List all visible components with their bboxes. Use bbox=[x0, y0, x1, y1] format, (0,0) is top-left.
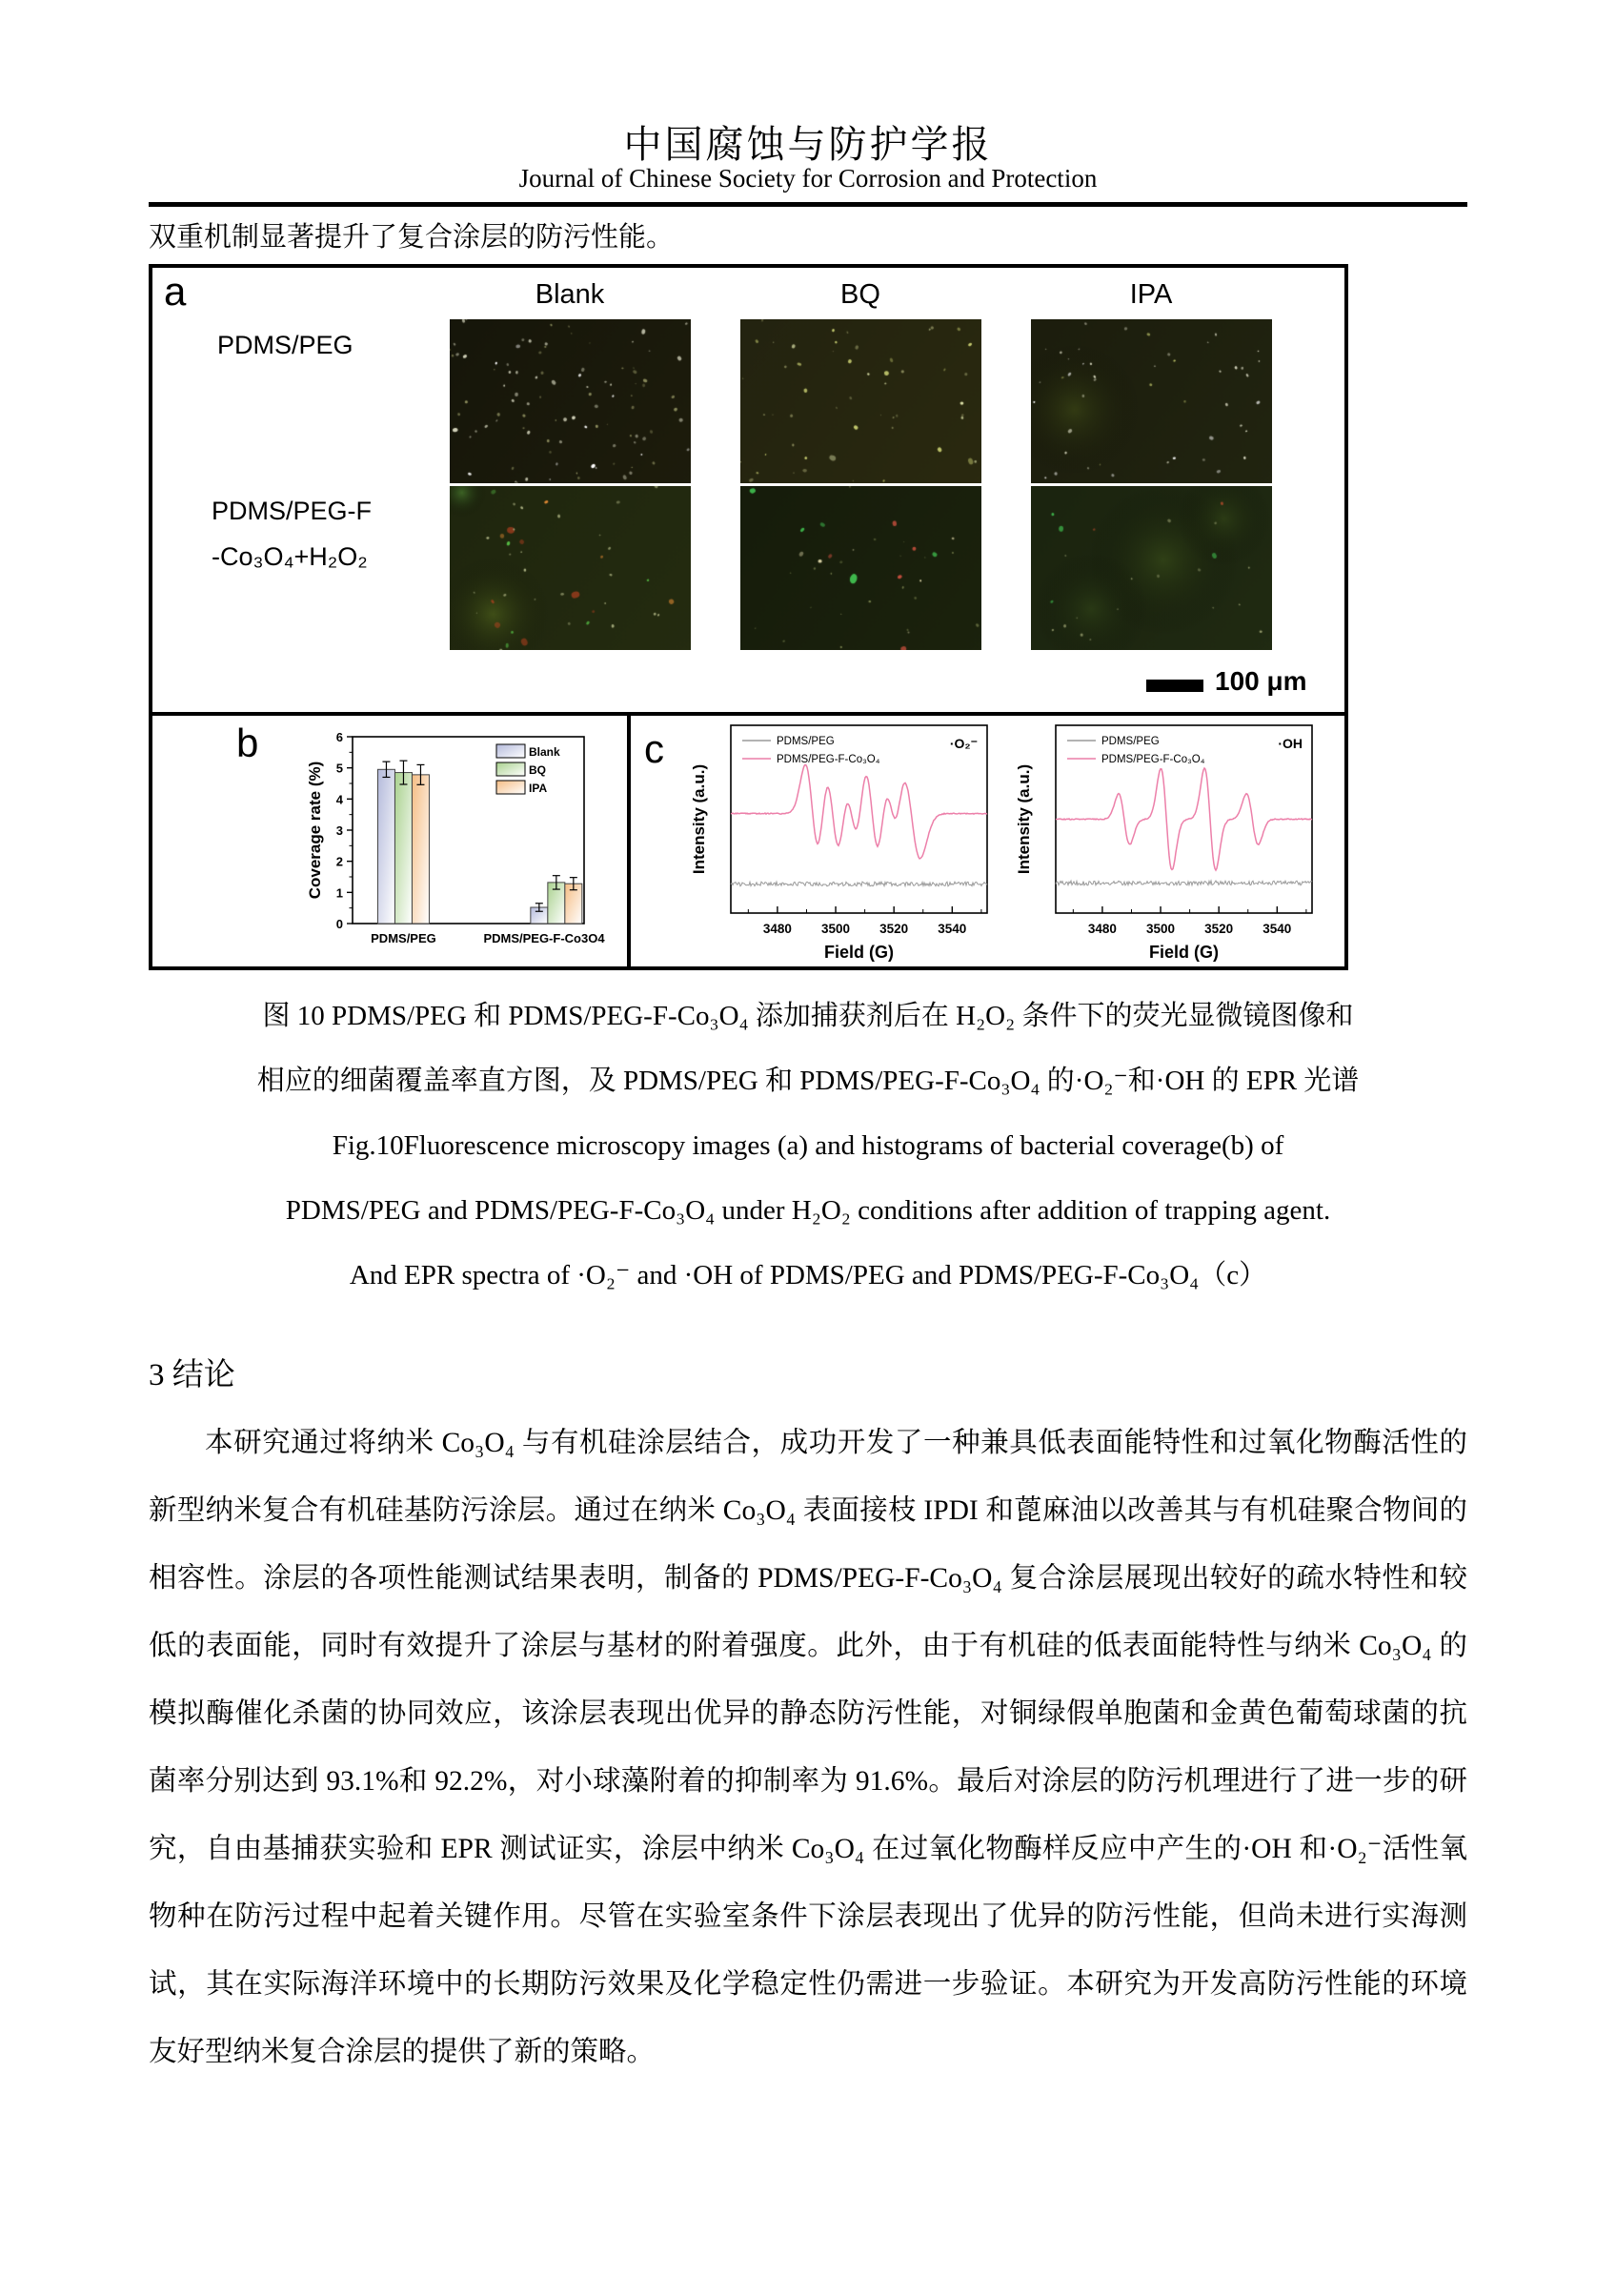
legend-label: PDMS/PEG-F-Co₃O₄ bbox=[777, 754, 880, 765]
legend-swatch-bq bbox=[496, 762, 525, 776]
y-tick-label: 3 bbox=[335, 823, 343, 838]
curve-composite bbox=[1056, 768, 1312, 870]
column-header-ipa: IPA bbox=[1129, 279, 1173, 310]
caption-line-zh-2: 相应的细菌覆盖率直方图，及 PDMS/PEG 和 PDMS/PEG-F-Co₃O₄ 的·O₂⁻和·OH 的 EPR 光谱 bbox=[256, 1066, 1360, 1096]
x-tick-label: 3520 bbox=[1204, 922, 1234, 936]
row-label-pdms-peg-f-line2: -Co₃O₄+H₂O₂ bbox=[212, 542, 368, 571]
journal-title-zh: 中国腐蚀与防护学报 bbox=[623, 123, 993, 166]
legend-label: PDMS/PEG bbox=[777, 736, 835, 747]
radical-annotation: ·O₂⁻ bbox=[949, 736, 978, 751]
conclusion-heading: 3 结论 bbox=[149, 1358, 235, 1392]
micrograph-pdms-peg-f-blank bbox=[450, 486, 691, 650]
x-tick-label: 3480 bbox=[1087, 922, 1117, 936]
bar-bq-0 bbox=[394, 773, 412, 924]
y-tick-label: 1 bbox=[335, 885, 343, 901]
x-tick-label: 3480 bbox=[762, 922, 792, 936]
header-rule bbox=[149, 202, 1467, 207]
curve-pdms-peg bbox=[1056, 881, 1312, 885]
row-label-pdms-peg: PDMS/PEG bbox=[217, 331, 354, 359]
x-category-label: PDMS/PEG-F-Co3O4 bbox=[483, 931, 605, 945]
x-tick-label: 3540 bbox=[1262, 922, 1292, 936]
bar-ipa-0 bbox=[412, 775, 429, 924]
caption-line-zh-1: 图 10 PDMS/PEG 和 PDMS/PEG-F-Co₃O₄ 添加捕获剂后在 H₂O₂ 条件下的荧光显微镜图像和 bbox=[262, 1001, 1354, 1031]
caption-line-en-1: Fig.10Fluorescence microscopy images (a) and histograms of bacterial coverage(b) of bbox=[332, 1130, 1284, 1161]
curve-pdms-peg bbox=[731, 882, 987, 886]
micrograph-pdms-peg-ipa bbox=[1031, 319, 1272, 483]
legend-swatch-ipa bbox=[496, 781, 525, 794]
legend-swatch-blank bbox=[496, 744, 525, 758]
conclusion-paragraph: 本研究通过将纳米 Co₃O₄ 与有机硅涂层结合，成功开发了一种兼具低表面能特性和过氧化物酶活性的新型纳米复合有机硅基防污涂层。通过在纳米 Co₃O₄ 表面接枝 IPDI 和蓖麻油以改善其与有机硅聚合物间的相容性。涂层的各项性能测试结果表明，制备的 PDMS/PEG-F-Co₃O₄ 复合涂层展现出较好的疏水特性和较低的表面能，同时有效提升了涂层与基材的附着强度。此外，由于有机硅的低表面能特性与纳米 Co₃O₄ 的模拟酶催化杀菌的协同效应，该涂层表现出优异的静态防污性能，对铜绿假单胞菌和金黄色葡萄球菌的抗菌率分别达到 93.1%和 92.2%，对小球藻附着的抑制率为 91.6%。最后对涂层的防污机理进行了进一步的研究，自由基捕获实验和 EPR 测试证实，涂层中纳米 Co₃O₄ 在过氧化物酶样反应中产生的·OH 和·O₂⁻活性氧物种在防污过程中起着关键作用。尽管在实验室条件下涂层表现出了优异的防污性能，但尚未进行实海测试，其在实际海洋环境中的长期防污效果及化学稳定性仍需进一步验证。本研究为开发高防污性能的环境友好型纳米复合涂层的提供了新的策略。 bbox=[149, 1428, 1467, 2067]
scale-bar-label: 100 μm bbox=[1215, 666, 1307, 696]
journal-title-en: Journal of Chinese Society for Corrosion and Protection bbox=[518, 164, 1098, 193]
panel-b-letter: b bbox=[236, 721, 259, 765]
x-tick-label: 3540 bbox=[938, 922, 967, 936]
y-tick-label: 4 bbox=[335, 792, 343, 807]
figure-panel-c bbox=[627, 712, 1348, 970]
x-tick-label: 3500 bbox=[1146, 922, 1176, 936]
legend-label: IPA bbox=[529, 782, 548, 795]
legend-label: PDMS/PEG bbox=[1101, 736, 1160, 747]
y-tick-label: 6 bbox=[335, 730, 343, 744]
column-header-blank: Blank bbox=[535, 279, 605, 310]
legend-label: Blank bbox=[529, 745, 560, 759]
bar-blank-0 bbox=[377, 769, 394, 924]
y-tick-label: 5 bbox=[335, 761, 343, 776]
micrograph-pdms-peg-blank bbox=[450, 319, 691, 483]
figure-panel-a bbox=[149, 264, 1348, 716]
curve-composite bbox=[731, 764, 987, 859]
scale-bar bbox=[1146, 680, 1203, 692]
x-tick-label: 3520 bbox=[879, 922, 909, 936]
micrograph-pdms-peg-bq bbox=[740, 319, 981, 483]
panel-a-letter: a bbox=[164, 269, 187, 314]
micrograph-pdms-peg-f-ipa bbox=[1031, 486, 1272, 650]
figure-caption bbox=[149, 984, 1467, 1308]
epr-spectra-charts bbox=[631, 716, 1344, 966]
y-tick-label: 2 bbox=[335, 854, 343, 869]
x-tick-label: 3500 bbox=[821, 922, 851, 936]
radical-annotation: ·OH bbox=[1278, 736, 1303, 751]
x-category-label: PDMS/PEG bbox=[371, 931, 436, 945]
intro-sentence: 双重机制显著提升了复合涂层的防污性能。 bbox=[149, 222, 675, 253]
x-axis-title: Field (G) bbox=[1149, 943, 1219, 962]
legend-label: BQ bbox=[529, 763, 546, 777]
coverage-bar-chart bbox=[152, 716, 627, 966]
legend-label: PDMS/PEG-F-Co₃O₄ bbox=[1101, 754, 1205, 765]
y-axis-title: Intensity (a.u.) bbox=[1015, 763, 1033, 875]
column-header-bq: BQ bbox=[840, 279, 880, 310]
caption-line-en-2: PDMS/PEG and PDMS/PEG-F-Co₃O₄ under H₂O₂ conditions after addition of trapping agent. bbox=[285, 1195, 1331, 1226]
panel-c-letter: c bbox=[644, 726, 664, 771]
micrograph-pdms-peg-f-bq bbox=[740, 486, 981, 650]
y-axis-title: Coverage rate (%) bbox=[306, 761, 324, 900]
row-label-pdms-peg-f-line1: PDMS/PEG-F bbox=[212, 497, 373, 525]
figure-panel-b bbox=[149, 712, 631, 970]
x-axis-title: Field (G) bbox=[824, 943, 894, 962]
caption-line-en-3: And EPR spectra of ·O₂⁻ and ·OH of PDMS/PEG and PDMS/PEG-F-Co₃O₄（c） bbox=[349, 1260, 1267, 1290]
y-axis-title: Intensity (a.u.) bbox=[690, 763, 708, 875]
y-tick-label: 0 bbox=[335, 917, 343, 931]
